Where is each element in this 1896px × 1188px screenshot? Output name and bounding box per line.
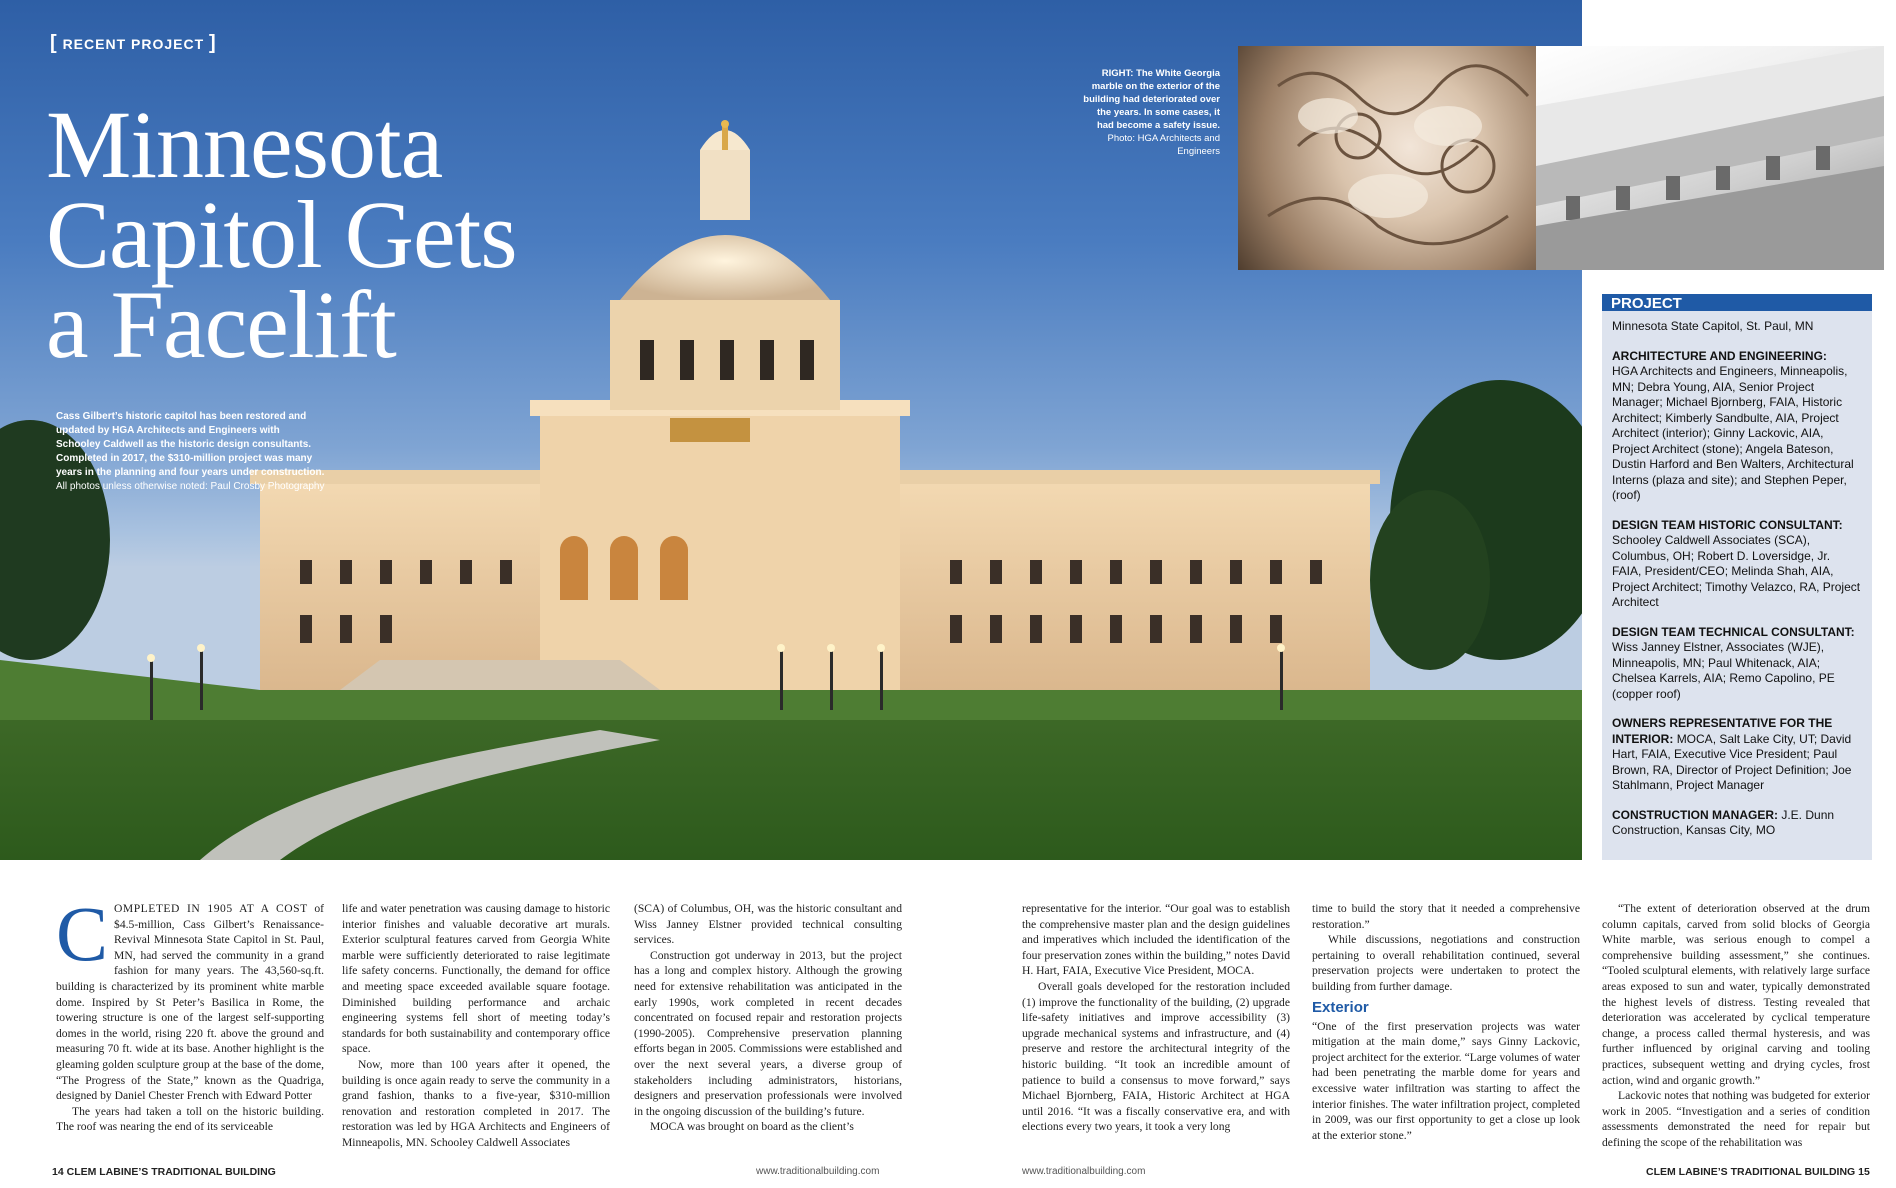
article-paragraph: COMPLETED IN 1905 AT A COST of $4.5-million, Cass Gilbert’s Renaissance-Revival Minnesota State Capitol in St. Paul, MN, had served the community in a grand fashion for many years. The 43,560-sq.ft. building is characterized by its prominent white marble dome. Inspired by St Peter’s Basilica in Rome, the towering structure is one of the largest self-supporting domes in the world, rising 220 ft. above the ground and measuring 70 ft. wide at its base. Another highlight is the gleaming golden sculpture group at the base of the dome, “The Progress of the State,” known as the Quadriga, designed by Daniel Chester French with Edward Potter [56, 890, 324, 1103]
article-paragraph: While discussions, negotiations and construction pertaining to overall rehabilitation continued, several preservation projects were undertaken to protect the building from further damage. [1312, 933, 1580, 993]
sidebar-entry [1612, 625, 1862, 703]
sidebar-entry-text: HGA Architects and Engineers, Minneapolis, MN; Debra Young, AIA, Senior Project Manager; Michael Bjornberg, FAIA, Historic Architect; Kimberly Sandbulte, AIA, Project Architect (interior); Ginny Lackovic, AIA, Project Architect (stone); Angela Bateson, Dustin Harford and Ben Walters, Architectural Interns (plaza and site); and Stephen Peper, (roof) [1612, 364, 1854, 502]
sidebar-entry-label: ARCHITECTURE AND ENGINEERING: [1612, 348, 1827, 363]
detail-caption-credit: Photo: HGA Architects and Engineers [1107, 133, 1220, 157]
sidebar-entry-label: CONSTRUCTION MANAGER: [1612, 807, 1778, 822]
article-column-5 [1312, 901, 1580, 1143]
lead-in: OMPLETED IN 1905 AT A COST [114, 902, 308, 915]
lede-credit: All photos unless otherwise noted: Paul Crosby Photography [56, 481, 325, 492]
sidebar-entry [1612, 518, 1862, 611]
capital-detail-photo [1238, 46, 1582, 270]
project-sidebar [1602, 294, 1872, 860]
article-paragraph: representative for the interior. “Our goal was to establish the comprehensive master plan and the design guidelines and imperatives which included the identification of the four preservation zones within the building,” notes David H. Hart, FAIA, Executive Vice President, MOCA. [1022, 902, 1290, 978]
drop-cap: C [56, 890, 109, 977]
sidebar-entry-label: DESIGN TEAM TECHNICAL CONSULTANT: [1612, 624, 1855, 639]
sidebar-entry-text: J.E. Dunn Construction, Kansas City, MO [1612, 807, 1835, 837]
page-number-left: 14 [52, 1166, 64, 1178]
page-number-right: 15 [1858, 1166, 1870, 1178]
article-paragraph: MOCA was brought on board as the client’s [650, 1120, 854, 1134]
article-paragraph: Overall goals developed for the restoration included (1) improve the functionality of the building, (2) upgrade life-safety initiatives and improve accessibility (3) upgrade mechanical systems and infrastructure, and (4) preserve and restore the architectural integrity of the historic building. “It took an incredible amount of patience to build a consensus to move forward,” says Michael Bjornberg, FAIA, Historic Architect at HGA until 2016. “It was a fiscally conservative era, and with elections every two years, it took a very long [1022, 979, 1290, 1134]
article-paragraph: time to build the story that it needed a comprehensive restoration.” [1312, 902, 1580, 931]
article-paragraph: life and water penetration was causing damage to historic interior finishes and valuable decorative art murals. Exterior sculptural features carved from Georgia White marble were sufficiently deteriorated to raise legitimate life safety concerns. Functionally, the demand for office and meeting space exceeded available square footage. Diminished building performance and archaic engineering systems fell short of meeting today’s standards for both sustainability and contemporary office space. [342, 902, 610, 1056]
subhead-exterior: Exterior [1312, 998, 1369, 1016]
article-paragraph: “The extent of deterioration observed at the drum column capitals, carved from solid blocks of Georgia White marble, was serious enough to compel a comprehensive building assessment,” she continues. “Tooled sculptural elements, with relatively large surface areas exposed to sun and water, typically demonstrated the highest levels of distress. Testing revealed that deterioration was accelerated by cyclical temperature change, a process called thermal hysteresis, and was further influenced by original carving and tooling practices, subsequent wetting and drying cycles, frost action, wind and organic growth.” [1602, 902, 1870, 1087]
sidebar-entry [1612, 716, 1862, 794]
article-paragraph: The years had taken a toll on the historic building. The roof was nearing the end of its serviceable [56, 1104, 324, 1134]
footer-left [52, 1166, 276, 1178]
article-paragraph: Construction got underway in 2013, but the project has a long and complex history. Although the growing need for extensive rehabilitation was anticipated in the early 1990s, work completed in recent decades concentrated on focused repair and restoration projects (1990-2005). Comprehensive preservation planning efforts began in 2005. Commissions were established and over the next several years, a diverse group of stakeholders including administrators, historians, designers and preservation professionals were involved in the ongoing discussion of the building’s future. [634, 948, 902, 1118]
article-column-4 [1022, 901, 1290, 1135]
detail-caption [1080, 67, 1220, 158]
article-column-2 [342, 901, 610, 1151]
article-column-1 [56, 890, 324, 1135]
footer-right [1646, 1166, 1870, 1178]
sidebar-location: Minnesota State Capitol, St. Paul, MN [1612, 319, 1814, 333]
footer-title-right: CLEM LABINE’S TRADITIONAL BUILDING [1646, 1166, 1856, 1178]
sidebar-heading: PROJECT [1602, 294, 1872, 311]
sidebar-entry-text: Schooley Caldwell Associates (SCA), Columbus, OH; Robert D. Loversidge, Jr. FAIA, President/CEO; Melinda Shah, AIA, Project Architect; Timothy Velazco, RA, Project Architect [1612, 533, 1861, 609]
article-paragraph: Lackovic notes that nothing was budgeted for exterior work in 2005. “Investigation and a series of condition assessments demonstrated the need for repair but defining the scope of the rehabilitation was [1602, 1089, 1870, 1149]
sidebar-entry [1612, 349, 1862, 504]
article-paragraph: Now, more than 100 years after it opened, the building is once again ready to serve the community in a grand fashion, thanks to a five-year, $310-million renovation and restoration completed in 2017. The restoration was led by HGA Architects and Engineers of Minneapolis, MN. Schooley Caldwell Associates [342, 1057, 610, 1149]
footer-title-left: CLEM LABINE’S TRADITIONAL BUILDING [66, 1166, 276, 1178]
footer-url-right[interactable]: www.traditionalbuilding.com [1022, 1166, 1146, 1177]
detail-caption-bold: RIGHT: The White Georgia marble on the exterior of the building had deteriorated over the years. In some cases, it had become a safety issue. [1083, 68, 1220, 131]
sidebar-entry-text: Wiss Janney Elstner, Associates (WJE), Minneapolis, MN; Paul Whitenack, AIA; Chelsea Karrels, AIA; Remo Capolino, PE (copper roof) [1612, 640, 1835, 701]
footer-url-left[interactable]: www.traditionalbuilding.com [756, 1166, 880, 1177]
section-tag: [ RECENT PROJECT ] [50, 32, 217, 54]
lede-bold: Cass Gilbert’s historic capitol has been restored and updated by HGA Architects and Engineers with Schooley Caldwell as the historic design consultants. Completed in 2017, the $310-million project was many years in the planning and four years under construction. [56, 411, 325, 478]
lede [56, 410, 326, 494]
sidebar-entry [1612, 808, 1862, 839]
sidebar-entry-text: MOCA, Salt Lake City, UT; David Hart, FAIA, Executive Vice President; Paul Brown, RA, Director of Project Definition; Joe Stahlmann, Project Manager [1612, 731, 1852, 792]
headline: Minnesota Capitol Gets a Facelift [46, 91, 517, 378]
sidebar-entry-label: DESIGN TEAM HISTORIC CONSULTANT: [1612, 517, 1843, 532]
article-column-6 [1602, 901, 1870, 1151]
article-column-3 [634, 901, 902, 1135]
sidebar-entry-label: OWNERS REPRESENTATIVE FOR THE INTERIOR: [1612, 716, 1833, 746]
article-paragraph: “One of the first preservation projects was water mitigation at the main dome,” says Ginny Lackovic, project architect for the exterior. “Large volumes of water had been penetrating the marble dome for years and excessive water infiltration was starting to affect the interior finishes. The water infiltration project, completed in 2009, was our first opportunity to get a close up look at the exterior stone.” [1312, 1019, 1580, 1142]
cornice-photo [1536, 46, 1884, 270]
article-paragraph: (SCA) of Columbus, OH, was the historic consultant and Wiss Janney Elstner provided technical consulting services. [634, 902, 902, 947]
